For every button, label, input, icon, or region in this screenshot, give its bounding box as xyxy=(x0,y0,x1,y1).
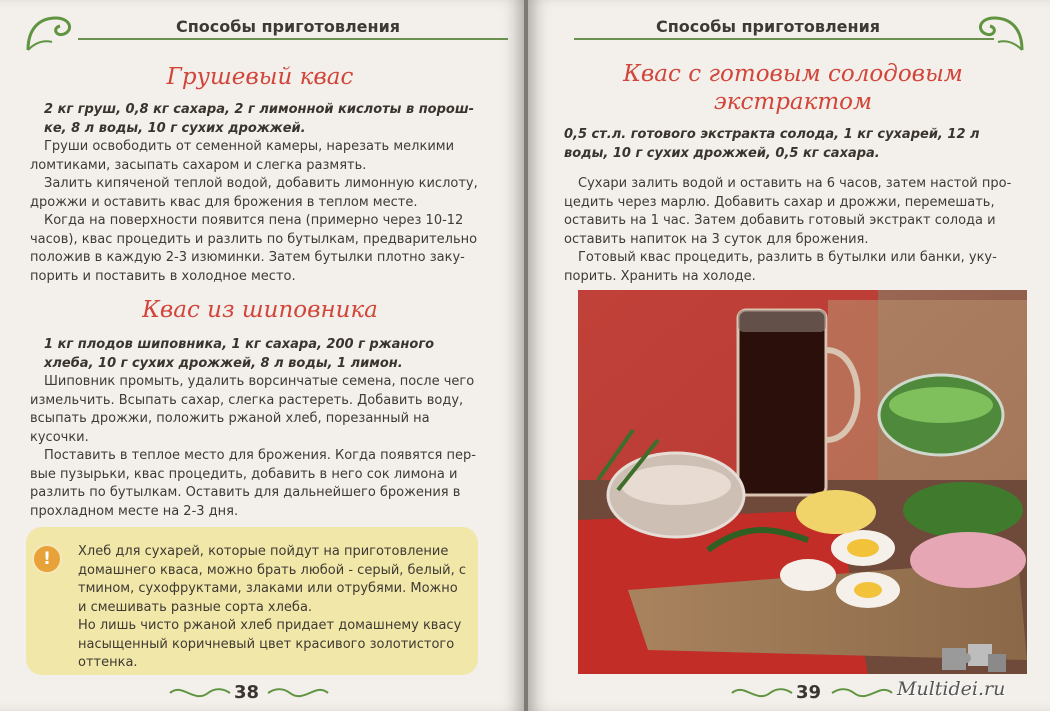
recipe-step: Шиповник промыть, удалить ворсинчатые семена, после чего измельчить. Всыпать сахар, слегка растереть. Добавить воду, всыпать дрожжи, положить ржаной хлеб, порезанный на кусочки. xyxy=(30,374,475,445)
recipe-step: Груши освободить от семенной камеры, нарезать мелкими ломтиками, засыпать сахаром и слегка размять. xyxy=(30,139,455,173)
tip-text xyxy=(78,543,470,673)
page-number: 39 xyxy=(796,682,822,703)
recipe-ingredients: 0,5 ст.л. готового экстракта солода, 1 кг сухарей, 12 л воды, 10 г сухих дрожжей, 0,5 кг сахара. xyxy=(564,127,980,161)
recipe-step: Сухари залить водой и оставить на 6 часов, затем настой про-цедить через марлю. Добавить сахар и дрожжи, перемешать, оставить на 1 час. Затем добавить готовый экстракт солода и оставить напиток на 3 суток для брожения. xyxy=(564,176,1012,247)
vine-ornament-icon xyxy=(266,684,330,702)
recipe-ingredients: 1 кг плодов шиповника, 1 кг сахара, 200 г ржаного хлеба, 10 г сухих дрожжей, 8 л воды, 1 лимон. xyxy=(44,337,435,371)
recipe-ingredients: 2 кг груш, 0,8 кг сахара, 2 г лимонной кислоты в порош-ке, 8 л воды, 10 г сухих дрожжей. xyxy=(44,102,475,136)
kvass-photo xyxy=(578,290,1027,674)
recipe-title: Квас из шиповника xyxy=(142,297,378,323)
corner-flourish-icon xyxy=(970,10,1028,56)
page-number: 38 xyxy=(234,682,260,703)
corner-flourish-icon xyxy=(22,10,80,56)
header-rule xyxy=(574,38,994,40)
recipe-step: Готовый квас процедить, разлить в бутылки или банки, уку-порить. Хранить на холоде. xyxy=(564,250,997,284)
vine-ornament-icon xyxy=(730,684,794,702)
watermark: Multidei.ru xyxy=(897,678,1006,700)
vine-ornament-icon xyxy=(168,684,232,702)
header-rule xyxy=(78,38,508,40)
tip-paragraph: Но лишь чисто ржаной хлеб придает домашнему квасу насыщенный коричневый цвет красивого золотистого оттенка. xyxy=(78,618,462,670)
exclamation-icon: ! xyxy=(32,544,62,574)
recipe-steps xyxy=(564,175,1014,286)
page-header: Способы приготовления xyxy=(656,17,881,36)
left-page xyxy=(0,0,524,711)
tip-paragraph: Хлеб для сухарей, которые пойдут на приготовление домашнего кваса, можно брать любой - серый, белый, с тмином, сухофруктами, злаками или отрубями. Можно и смешивать разные сорта хлеба. xyxy=(78,544,466,615)
recipe-title: Квас с готовым солодовым экстрактом xyxy=(623,61,963,115)
recipe-step: Когда на поверхности появится пена (примерно через 10-12 часов), квас процедить и разлить по бутылкам, предварительно положив в каждую 2-3 изюминки. Затем бутылки плотно заку-порить и поставить в холодное место. xyxy=(30,213,478,284)
recipe-title: Грушевый квас xyxy=(166,64,354,90)
puzzle-logo-icon xyxy=(932,640,1012,678)
recipe-steps xyxy=(30,138,484,286)
recipe-step: Поставить в теплое место для брожения. Когда появятся пер-вые пузырьки, квас процедить, добавить в него сок лимона и разлить по бутылкам. Оставить для дальнейшего брожения в прохладном месте на 2-3 дня. xyxy=(30,448,476,519)
page-header: Способы приготовления xyxy=(176,17,401,36)
vine-ornament-icon xyxy=(830,684,894,702)
recipe-step: Залить кипяченой теплой водой, добавить лимонную кислоту, дрожжи и оставить квас для брожения в теплом месте. xyxy=(30,176,478,210)
recipe-steps xyxy=(30,373,484,521)
